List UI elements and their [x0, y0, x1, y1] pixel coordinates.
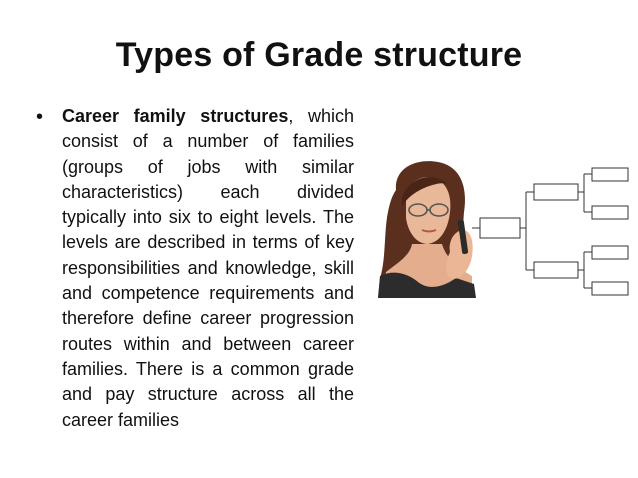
- woman-figure: [378, 161, 476, 298]
- bullet-item: [62, 104, 354, 433]
- bullet-marker: •: [36, 106, 44, 128]
- org-chart-diagram: [472, 168, 628, 295]
- slide-title: Types of Grade structure: [115, 36, 523, 74]
- bullet-list: [36, 104, 356, 433]
- bullet-description: , which consist of a number of families (groups of jobs with similar characteristics) each divided typically into six to eight levels. The levels are described in terms of key responsibilities and knowledge, skill and competence requirements and therefore define career progression routes within and between career families. There is a common grade and pay structure across all the career families: [62, 106, 354, 430]
- bullet-term: Career family structures: [62, 106, 289, 126]
- woman-drawing-org-chart-illustration: [376, 160, 634, 300]
